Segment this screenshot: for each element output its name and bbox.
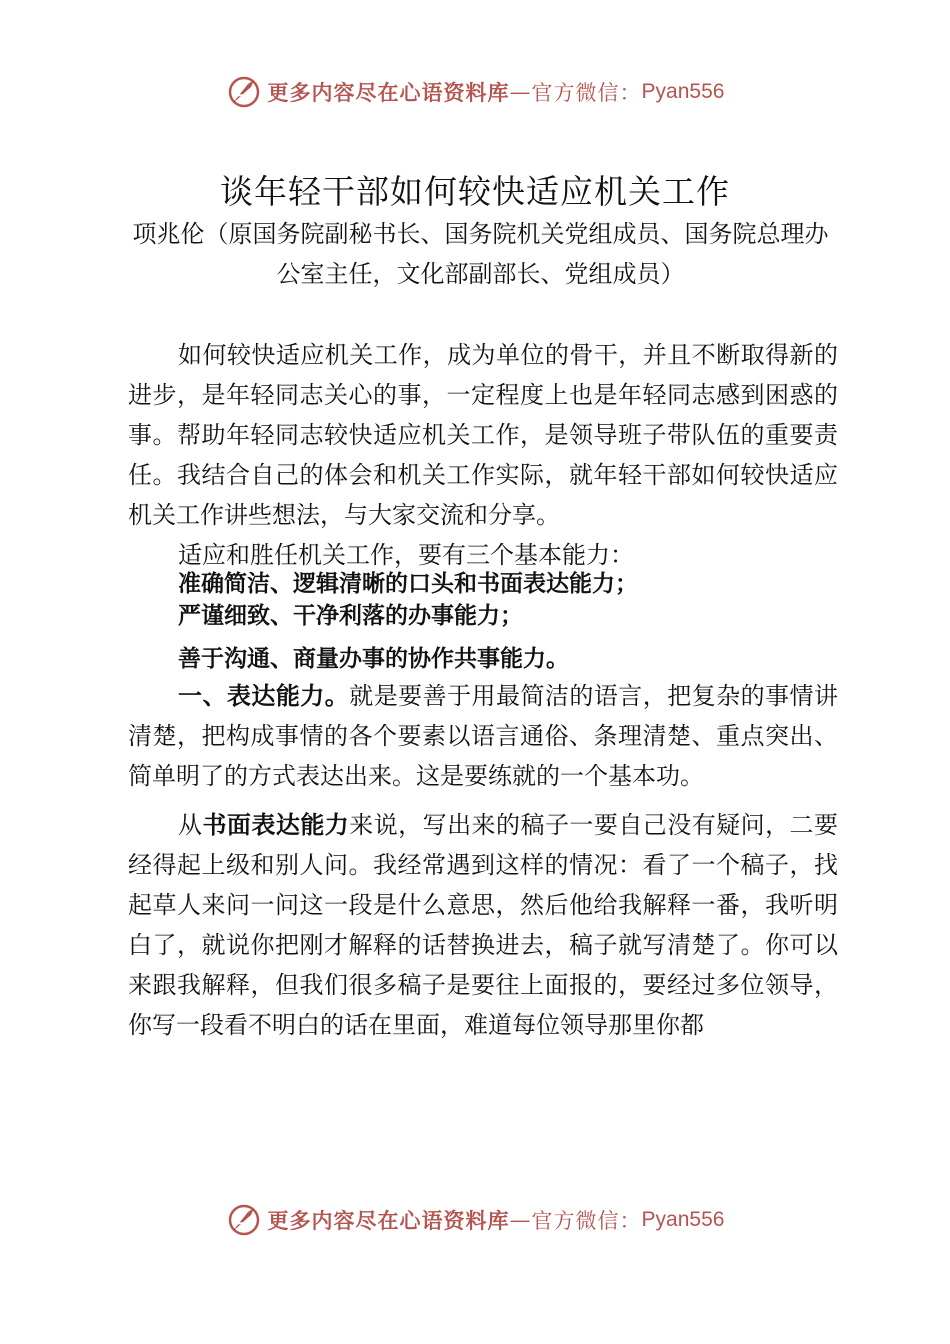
wechat-account: Pyan556 [641, 1208, 725, 1231]
ability-execution: 严谨细致、干净利落的办事能力； [178, 603, 523, 629]
paragraph-text: 来说，写出来的稿子一要自己没有疑问，二要经得起上级和别人问。我经常遇到这样的情况：看了一个稿子，找起草人来问一问这一段是什么意思，然后他给我解释一番，我听明白了，就说你把刚才解释的话替换进去，稿子就写清楚了。你可以来跟我解释，但我们很多稿子是要往上面报的，要经过多位领导，你写一段看不明白的话在里面，难道每位领导那里你都 [128, 811, 839, 1039]
paragraph-abilities-lead: 适应和胜任机关工作，要有三个基本能力： [178, 541, 634, 569]
section-heading: 一、表达能力。 [178, 682, 350, 710]
wechat-label: 官方微信： [531, 81, 642, 105]
paragraph-written-expression [128, 805, 838, 1045]
paragraph-emphasis: 书面表达能力 [202, 811, 350, 839]
brand-text: 更多内容尽在心语资料库 [267, 1208, 510, 1233]
document-author: 项兆伦（原国务院副秘书长、国务院机关党组成员、国务院总理办公室主任，文化部副部长、党组成员） [132, 220, 829, 288]
wechat-account: Pyan556 [641, 80, 725, 103]
section-expression [128, 676, 838, 796]
footer-watermark [0, 1200, 950, 1240]
banner-separator: — [509, 1208, 532, 1232]
paragraph-prefix: 从 [178, 811, 203, 839]
brand-text: 更多内容尽在心语资料库 [267, 80, 510, 105]
section-text: 就是要善于用最简洁的语言，把复杂的事情讲清楚，把构成事情的各个要素以语言通俗、条理清楚、重点突出、简单明了的方式表达出来。这是要练就的一个基本功。 [128, 682, 839, 790]
banner-separator: — [509, 80, 532, 104]
wechat-label: 官方微信： [531, 1209, 642, 1233]
quill-pen-circle-icon [226, 1202, 262, 1238]
header-watermark [0, 72, 950, 112]
ability-collaboration: 善于沟通、商量办事的协作共事能力。 [178, 646, 569, 672]
paragraph-intro: 如何较快适应机关工作，成为单位的骨干，并且不断取得新的进步，是年轻同志关心的事，一定程度上也是年轻同志感到困惑的事。帮助年轻同志较快适应机关工作，是领导班子带队伍的重要责任。我结合自己的体会和机关工作实际，就年轻干部如何较快适应机关工作讲些想法，与大家交流和分享。 [128, 341, 838, 529]
document-title: 谈年轻干部如何较快适应机关工作 [220, 172, 730, 211]
quill-pen-circle-icon [226, 74, 262, 110]
ability-expression: 准确简洁、逻辑清晰的口头和书面表达能力； [178, 571, 638, 597]
